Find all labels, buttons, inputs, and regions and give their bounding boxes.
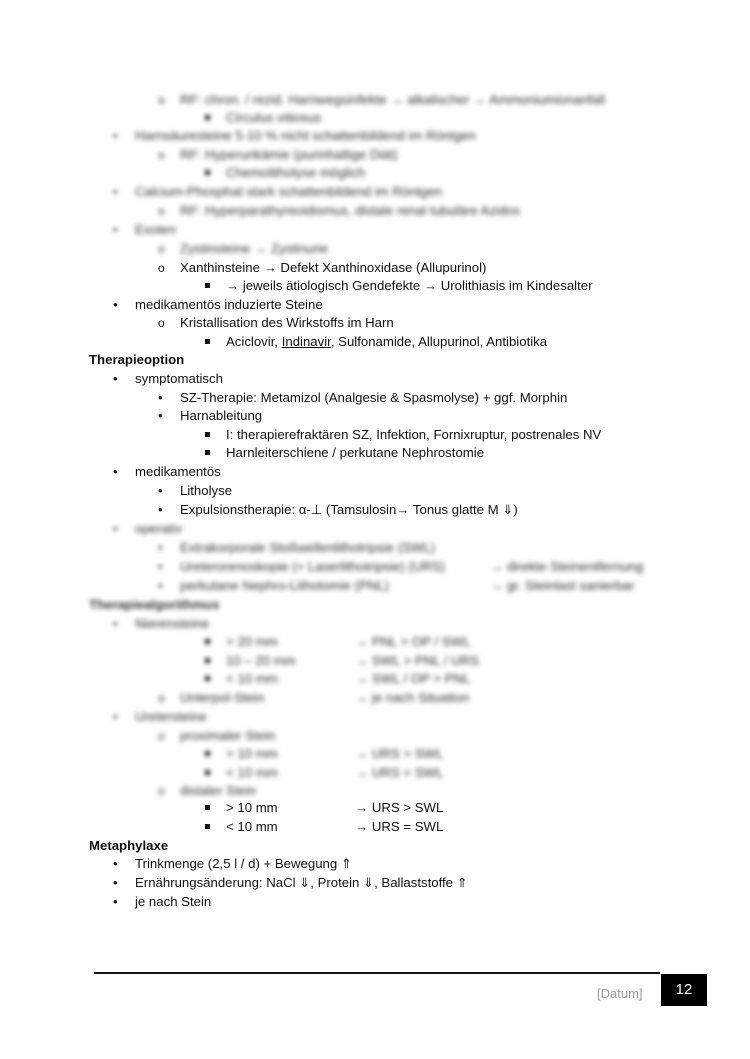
list-item: • Nierensteine [135, 615, 209, 633]
list-item: • symptomatisch [135, 370, 223, 388]
list-item: • medikamentös induzierte Steine [135, 296, 323, 314]
list-item: o distaler Stein [180, 782, 256, 800]
footer-divider [94, 972, 660, 974]
list-item: • SZ-Therapie: Metamizol (Analgesie & Spasmolyse) + ggf. Morphin [180, 389, 567, 407]
list-item: • Uretersteine [135, 708, 207, 726]
list-item: • Exoten [135, 221, 176, 239]
drug-list-text: , Sulfonamide, Allupurinol, Antibiotika [330, 334, 548, 349]
page-number: 12 [661, 974, 707, 1006]
drug-indinavir: Indinavir [281, 334, 331, 349]
list-item-result: → PNL > OP / SWL [355, 634, 471, 649]
list-item: o Kristallisation des Wirkstoffs im Harn [180, 314, 394, 332]
footer-date: [Datum] [597, 986, 643, 1001]
list-item: • operativ [135, 520, 182, 538]
list-item: o RF: Hyperurikämie (purinhaltige Diät) [180, 146, 398, 164]
list-item: o proximaler Stein [180, 727, 275, 745]
section-heading: Therapiealgorithmus [89, 597, 220, 612]
list-item: • je nach Stein [135, 893, 211, 911]
list-item: • Calcium-Phosphat stark schattenbildend im Röntgen [135, 183, 442, 201]
list-item: Chemolitholyse möglich [226, 165, 366, 180]
list-item: > 10 mm [226, 800, 278, 815]
list-item: < 10 mm [226, 765, 278, 780]
list-item: < 10 mm [226, 819, 278, 834]
list-item: • Harnableitung [180, 407, 262, 425]
list-item: o Zystinsteine → Zystinurie [180, 240, 328, 258]
list-item: • perkutane Nephro-Lithotomie (PNL) [180, 577, 389, 595]
drug-list-text: Aciclovir, [226, 334, 282, 349]
list-item: • Ernährungsänderung: NaCl ⇓, Protein ⇓, Ballaststoffe ⇑ [135, 874, 468, 892]
list-item-result: → SWL / OP > PNL [355, 671, 471, 686]
list-item: Circulus vitiosus [226, 110, 322, 125]
list-item: o Unterpol-Stein [180, 689, 264, 707]
list-item: > 10 mm [226, 746, 278, 761]
list-item: Harnleiterschiene / perkutane Nephrostomie [226, 445, 485, 460]
list-item: > 20 mm [226, 634, 278, 649]
list-item-result: → URS > SWL [355, 800, 444, 815]
section-heading: Metaphylaxe [89, 838, 169, 853]
list-item-result: → direkte Steinentfernung [490, 559, 644, 574]
list-item: 10 – 20 mm [226, 653, 296, 668]
list-item: • Extrakorporale Stoßwellenlithotripsie (SWL) [180, 539, 435, 557]
list-item-result: → SWL > PNL / URS [355, 653, 479, 668]
list-item: • Ureterorenoskopie (+ Laserlithotripsie) (URS) [180, 558, 445, 576]
list-item: • medikamentös [135, 463, 221, 481]
list-item: o RF: Hyperparathyreoidismus, distale renal tubuläre Azidos [180, 202, 520, 220]
list-item [226, 333, 547, 351]
list-item: • Expulsionstherapie: α-⊥ (Tamsulosin→ Tonus glatte M ⇓) [180, 501, 518, 519]
list-item: • Litholyse [180, 482, 232, 500]
list-item-result: → gr. Steinlast sanierbar [490, 578, 635, 593]
list-item: < 10 mm [226, 671, 278, 686]
list-item-result: → URS = SWL [355, 819, 444, 834]
section-heading: Therapieoption [89, 352, 185, 367]
list-item-result: → URS = SWL [355, 765, 444, 780]
list-item: • Trinkmenge (2,5 l / d) + Bewegung ⇑ [135, 855, 352, 873]
list-item-result: → URS > SWL [355, 746, 444, 761]
list-item: o RF: chron. / rezid. Harnwegsinfekte → alkalischer → Ammoniumionanfall [180, 91, 605, 109]
list-item: → jeweils ätiologisch Gendefekte → Urolithiasis im Kindesalter [226, 278, 593, 293]
list-item-result: → je nach Situation [355, 690, 470, 705]
list-item: o Xanthinsteine → Defekt Xanthinoxidase (Allupurinol) [180, 259, 486, 277]
list-item: • Harnsäuresteine 5-10 % nicht schattenbildend im Röntgen [135, 127, 476, 145]
list-item: I: therapierefraktären SZ, Infektion, Fornixruptur, postrenales NV [226, 427, 602, 442]
